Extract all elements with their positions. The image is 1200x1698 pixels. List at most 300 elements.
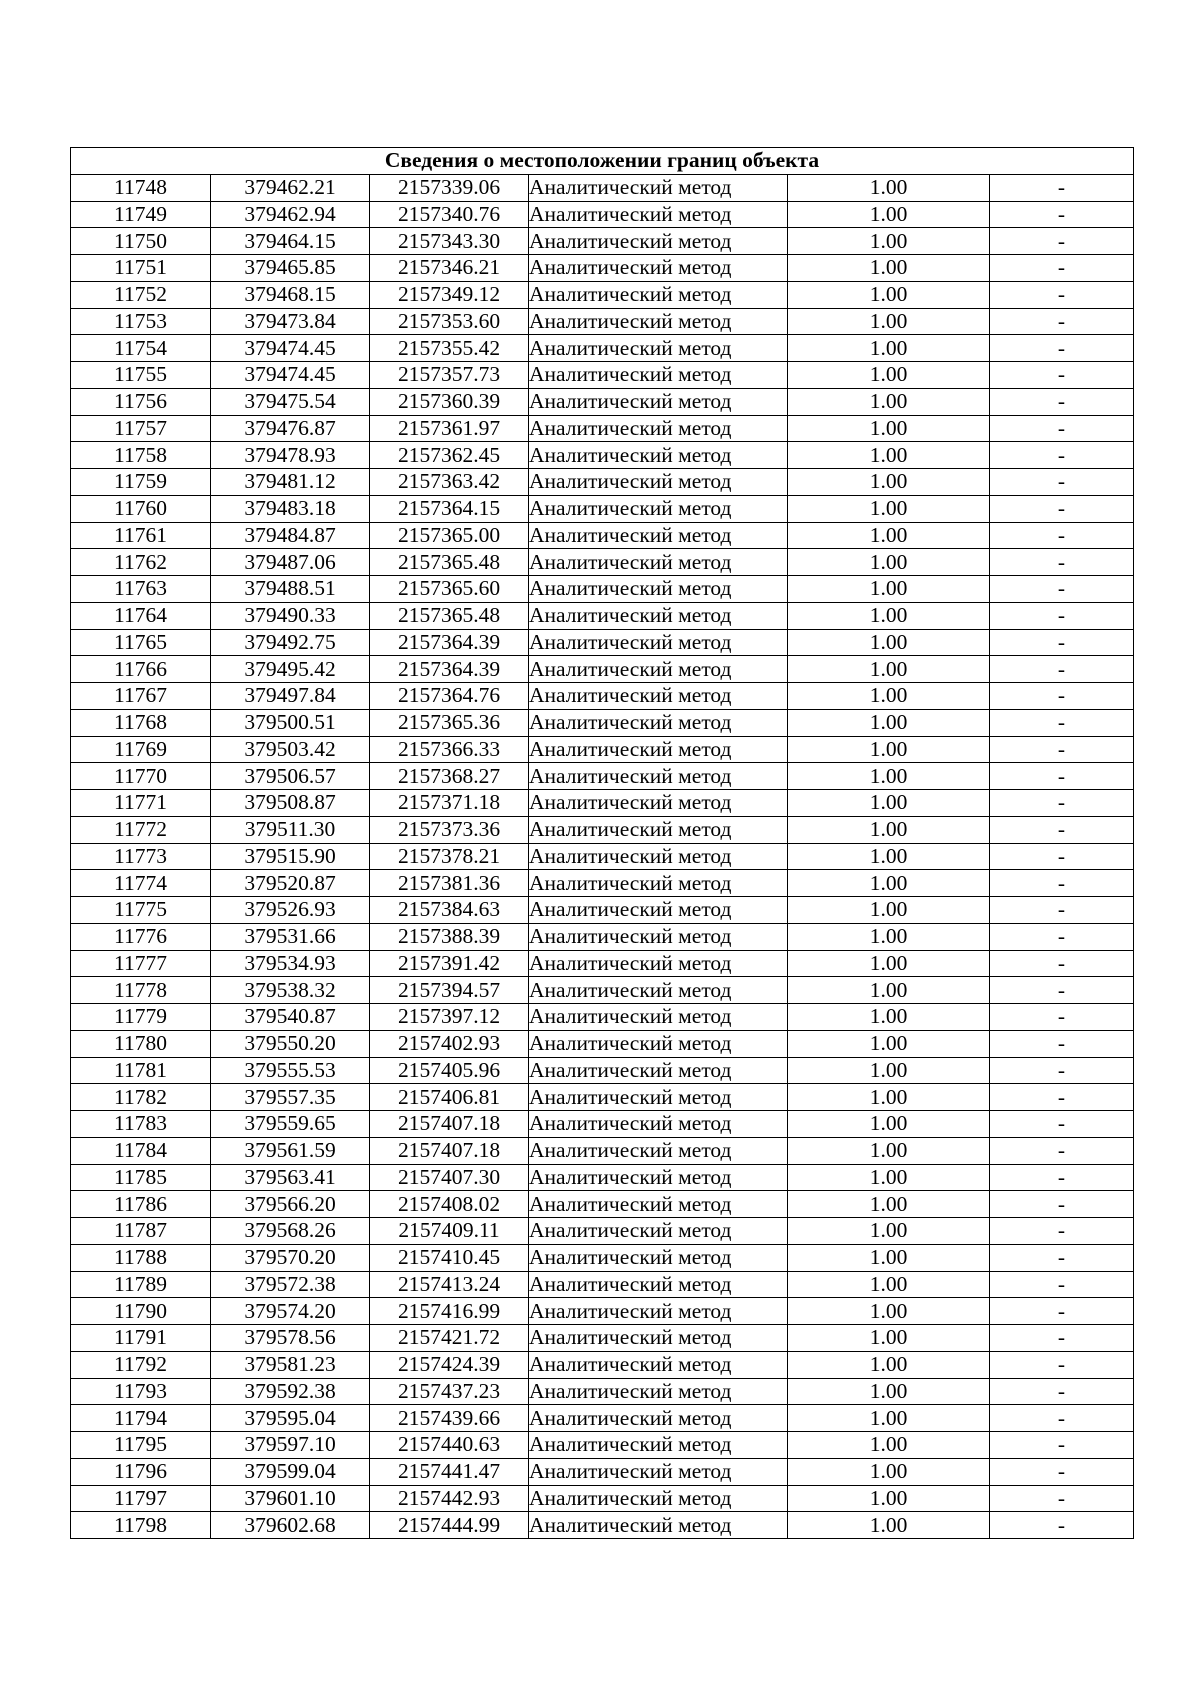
accuracy-cell: 1.00 [788,1458,990,1485]
coordinate-y-cell: 2157365.00 [370,522,529,549]
table-row [71,870,1134,897]
point-number-cell: 11783 [71,1111,211,1138]
accuracy-cell: 1.00 [788,495,990,522]
description-cell: - [990,683,1134,710]
coordinate-y-cell: 2157416.99 [370,1298,529,1325]
coordinate-x-cell: 379578.56 [211,1325,370,1352]
accuracy-cell: 1.00 [788,950,990,977]
description-cell: - [990,255,1134,282]
description-cell: - [990,843,1134,870]
method-cell: Аналитический метод [529,228,788,255]
table-row [71,549,1134,576]
coordinate-x-cell: 379474.45 [211,362,370,389]
table-row [71,897,1134,924]
point-number-cell: 11787 [71,1218,211,1245]
coordinate-y-cell: 2157365.36 [370,709,529,736]
method-cell: Аналитический метод [529,923,788,950]
method-cell: Аналитический метод [529,870,788,897]
coordinate-y-cell: 2157365.48 [370,549,529,576]
coordinate-x-cell: 379574.20 [211,1298,370,1325]
method-cell: Аналитический метод [529,469,788,496]
method-cell: Аналитический метод [529,1458,788,1485]
method-cell: Аналитический метод [529,1084,788,1111]
method-cell: Аналитический метод [529,790,788,817]
table-row [71,1351,1134,1378]
coordinate-y-cell: 2157364.39 [370,629,529,656]
table-row [71,843,1134,870]
coordinate-x-cell: 379508.87 [211,790,370,817]
point-number-cell: 11759 [71,469,211,496]
method-cell: Аналитический метод [529,629,788,656]
coordinate-y-cell: 2157364.15 [370,495,529,522]
table-row [71,281,1134,308]
coordinate-x-cell: 379568.26 [211,1218,370,1245]
point-number-cell: 11791 [71,1325,211,1352]
coordinate-x-cell: 379495.42 [211,656,370,683]
table-row [71,602,1134,629]
table-row [71,1512,1134,1539]
accuracy-cell: 1.00 [788,442,990,469]
coordinate-y-cell: 2157381.36 [370,870,529,897]
accuracy-cell: 1.00 [788,1164,990,1191]
description-cell: - [990,1351,1134,1378]
table-row [71,1218,1134,1245]
table-row [71,977,1134,1004]
coordinate-y-cell: 2157363.42 [370,469,529,496]
accuracy-cell: 1.00 [788,736,990,763]
accuracy-cell: 1.00 [788,870,990,897]
description-cell: - [990,442,1134,469]
accuracy-cell: 1.00 [788,1137,990,1164]
description-cell: - [990,549,1134,576]
point-number-cell: 11753 [71,308,211,335]
point-number-cell: 11797 [71,1485,211,1512]
description-cell: - [990,816,1134,843]
method-cell: Аналитический метод [529,1485,788,1512]
method-cell: Аналитический метод [529,335,788,362]
table-row [71,469,1134,496]
description-cell: - [990,1084,1134,1111]
accuracy-cell: 1.00 [788,281,990,308]
coordinate-y-cell: 2157441.47 [370,1458,529,1485]
coordinate-y-cell: 2157444.99 [370,1512,529,1539]
description-cell: - [990,495,1134,522]
accuracy-cell: 1.00 [788,1271,990,1298]
point-number-cell: 11789 [71,1271,211,1298]
coordinate-y-cell: 2157424.39 [370,1351,529,1378]
coordinate-x-cell: 379531.66 [211,923,370,950]
coordinate-y-cell: 2157355.42 [370,335,529,362]
table-row [71,1458,1134,1485]
coordinate-x-cell: 379503.42 [211,736,370,763]
table-row [71,1432,1134,1459]
point-number-cell: 11786 [71,1191,211,1218]
coordinate-y-cell: 2157384.63 [370,897,529,924]
description-cell: - [990,923,1134,950]
accuracy-cell: 1.00 [788,977,990,1004]
coordinate-x-cell: 379566.20 [211,1191,370,1218]
description-cell: - [990,1298,1134,1325]
coordinate-y-cell: 2157437.23 [370,1378,529,1405]
accuracy-cell: 1.00 [788,255,990,282]
accuracy-cell: 1.00 [788,656,990,683]
description-cell: - [990,736,1134,763]
method-cell: Аналитический метод [529,1004,788,1031]
method-cell: Аналитический метод [529,1298,788,1325]
table-row [71,683,1134,710]
table-row [71,362,1134,389]
accuracy-cell: 1.00 [788,1244,990,1271]
coordinate-x-cell: 379475.54 [211,388,370,415]
point-number-cell: 11769 [71,736,211,763]
accuracy-cell: 1.00 [788,1057,990,1084]
table-row [71,709,1134,736]
accuracy-cell: 1.00 [788,1191,990,1218]
table-row [71,1298,1134,1325]
coordinate-x-cell: 379473.84 [211,308,370,335]
description-cell: - [990,1405,1134,1432]
description-cell: - [990,1378,1134,1405]
description-cell: - [990,308,1134,335]
point-number-cell: 11755 [71,362,211,389]
coordinate-y-cell: 2157349.12 [370,281,529,308]
accuracy-cell: 1.00 [788,683,990,710]
accuracy-cell: 1.00 [788,1004,990,1031]
table-row [71,1057,1134,1084]
accuracy-cell: 1.00 [788,549,990,576]
coordinate-y-cell: 2157413.24 [370,1271,529,1298]
coordinate-y-cell: 2157442.93 [370,1485,529,1512]
table-row [71,816,1134,843]
description-cell: - [990,1057,1134,1084]
coordinate-x-cell: 379465.85 [211,255,370,282]
point-number-cell: 11758 [71,442,211,469]
table-body [71,174,1134,1538]
description-cell: - [990,388,1134,415]
accuracy-cell: 1.00 [788,897,990,924]
accuracy-cell: 1.00 [788,1084,990,1111]
method-cell: Аналитический метод [529,1137,788,1164]
accuracy-cell: 1.00 [788,308,990,335]
method-cell: Аналитический метод [529,495,788,522]
coordinate-y-cell: 2157407.30 [370,1164,529,1191]
point-number-cell: 11750 [71,228,211,255]
point-number-cell: 11794 [71,1405,211,1432]
method-cell: Аналитический метод [529,415,788,442]
accuracy-cell: 1.00 [788,362,990,389]
coordinate-x-cell: 379483.18 [211,495,370,522]
accuracy-cell: 1.00 [788,923,990,950]
coordinate-x-cell: 379464.15 [211,228,370,255]
coordinate-y-cell: 2157407.18 [370,1137,529,1164]
point-number-cell: 11762 [71,549,211,576]
description-cell: - [990,629,1134,656]
accuracy-cell: 1.00 [788,576,990,603]
accuracy-cell: 1.00 [788,709,990,736]
method-cell: Аналитический метод [529,549,788,576]
coordinate-x-cell: 379506.57 [211,763,370,790]
coordinate-x-cell: 379563.41 [211,1164,370,1191]
point-number-cell: 11754 [71,335,211,362]
description-cell: - [990,709,1134,736]
method-cell: Аналитический метод [529,816,788,843]
table-row [71,736,1134,763]
table-row [71,388,1134,415]
coordinate-x-cell: 379592.38 [211,1378,370,1405]
table-title: Сведения о местоположении границ объекта [71,148,1134,175]
coordinate-x-cell: 379462.21 [211,174,370,201]
point-number-cell: 11770 [71,763,211,790]
description-cell: - [990,1432,1134,1459]
description-cell: - [990,602,1134,629]
point-number-cell: 11792 [71,1351,211,1378]
table-row [71,656,1134,683]
point-number-cell: 11785 [71,1164,211,1191]
coordinate-x-cell: 379540.87 [211,1004,370,1031]
accuracy-cell: 1.00 [788,629,990,656]
point-number-cell: 11775 [71,897,211,924]
point-number-cell: 11796 [71,1458,211,1485]
method-cell: Аналитический метод [529,1244,788,1271]
accuracy-cell: 1.00 [788,1298,990,1325]
accuracy-cell: 1.00 [788,415,990,442]
method-cell: Аналитический метод [529,1057,788,1084]
method-cell: Аналитический метод [529,736,788,763]
boundary-coordinates-table [70,147,1134,1539]
accuracy-cell: 1.00 [788,1218,990,1245]
description-cell: - [990,656,1134,683]
point-number-cell: 11782 [71,1084,211,1111]
description-cell: - [990,174,1134,201]
accuracy-cell: 1.00 [788,1432,990,1459]
table-row [71,1004,1134,1031]
method-cell: Аналитический метод [529,1405,788,1432]
description-cell: - [990,281,1134,308]
coordinate-x-cell: 379462.94 [211,201,370,228]
coordinate-x-cell: 379572.38 [211,1271,370,1298]
point-number-cell: 11751 [71,255,211,282]
description-cell: - [990,1137,1134,1164]
method-cell: Аналитический метод [529,977,788,1004]
coordinate-y-cell: 2157346.21 [370,255,529,282]
coordinate-x-cell: 379490.33 [211,602,370,629]
coordinate-y-cell: 2157421.72 [370,1325,529,1352]
table-row [71,1271,1134,1298]
description-cell: - [990,1191,1134,1218]
method-cell: Аналитический метод [529,1271,788,1298]
description-cell: - [990,897,1134,924]
accuracy-cell: 1.00 [788,843,990,870]
method-cell: Аналитический метод [529,174,788,201]
method-cell: Аналитический метод [529,576,788,603]
coordinate-y-cell: 2157373.36 [370,816,529,843]
accuracy-cell: 1.00 [788,1030,990,1057]
method-cell: Аналитический метод [529,388,788,415]
description-cell: - [990,790,1134,817]
coordinate-x-cell: 379492.75 [211,629,370,656]
coordinate-y-cell: 2157391.42 [370,950,529,977]
table-row [71,228,1134,255]
description-cell: - [990,1244,1134,1271]
coordinate-y-cell: 2157410.45 [370,1244,529,1271]
coordinate-x-cell: 379581.23 [211,1351,370,1378]
coordinate-y-cell: 2157406.81 [370,1084,529,1111]
table-row [71,1325,1134,1352]
accuracy-cell: 1.00 [788,1485,990,1512]
coordinate-y-cell: 2157364.39 [370,656,529,683]
coordinate-y-cell: 2157357.73 [370,362,529,389]
coordinate-y-cell: 2157408.02 [370,1191,529,1218]
coordinate-y-cell: 2157405.96 [370,1057,529,1084]
description-cell: - [990,576,1134,603]
point-number-cell: 11774 [71,870,211,897]
method-cell: Аналитический метод [529,843,788,870]
point-number-cell: 11779 [71,1004,211,1031]
description-cell: - [990,763,1134,790]
coordinate-y-cell: 2157353.60 [370,308,529,335]
method-cell: Аналитический метод [529,683,788,710]
point-number-cell: 11772 [71,816,211,843]
point-number-cell: 11778 [71,977,211,1004]
method-cell: Аналитический метод [529,1218,788,1245]
coordinate-x-cell: 379602.68 [211,1512,370,1539]
method-cell: Аналитический метод [529,1030,788,1057]
point-number-cell: 11764 [71,602,211,629]
table-row [71,174,1134,201]
method-cell: Аналитический метод [529,1432,788,1459]
table-row [71,201,1134,228]
coordinate-y-cell: 2157365.48 [370,602,529,629]
description-cell: - [990,362,1134,389]
table-row [71,495,1134,522]
point-number-cell: 11767 [71,683,211,710]
description-cell: - [990,1485,1134,1512]
description-cell: - [990,1271,1134,1298]
accuracy-cell: 1.00 [788,201,990,228]
method-cell: Аналитический метод [529,1351,788,1378]
point-number-cell: 11761 [71,522,211,549]
point-number-cell: 11776 [71,923,211,950]
coordinate-x-cell: 379511.30 [211,816,370,843]
description-cell: - [990,201,1134,228]
description-cell: - [990,1004,1134,1031]
coordinate-x-cell: 379534.93 [211,950,370,977]
point-number-cell: 11793 [71,1378,211,1405]
coordinate-y-cell: 2157368.27 [370,763,529,790]
table-row [71,1111,1134,1138]
coordinate-y-cell: 2157440.63 [370,1432,529,1459]
coordinate-x-cell: 379476.87 [211,415,370,442]
coordinate-y-cell: 2157364.76 [370,683,529,710]
coordinate-x-cell: 379520.87 [211,870,370,897]
coordinate-x-cell: 379481.12 [211,469,370,496]
description-cell: - [990,522,1134,549]
coordinate-x-cell: 379478.93 [211,442,370,469]
description-cell: - [990,1218,1134,1245]
point-number-cell: 11798 [71,1512,211,1539]
table-row [71,1378,1134,1405]
coordinate-y-cell: 2157388.39 [370,923,529,950]
table-row [71,950,1134,977]
point-number-cell: 11780 [71,1030,211,1057]
point-number-cell: 11763 [71,576,211,603]
point-number-cell: 11790 [71,1298,211,1325]
coordinate-x-cell: 379484.87 [211,522,370,549]
coordinate-y-cell: 2157394.57 [370,977,529,1004]
method-cell: Аналитический метод [529,255,788,282]
method-cell: Аналитический метод [529,1111,788,1138]
accuracy-cell: 1.00 [788,388,990,415]
coordinate-x-cell: 379595.04 [211,1405,370,1432]
description-cell: - [990,1111,1134,1138]
method-cell: Аналитический метод [529,602,788,629]
coordinate-x-cell: 379538.32 [211,977,370,1004]
point-number-cell: 11784 [71,1137,211,1164]
method-cell: Аналитический метод [529,201,788,228]
description-cell: - [990,228,1134,255]
point-number-cell: 11765 [71,629,211,656]
coordinate-x-cell: 379474.45 [211,335,370,362]
coordinate-y-cell: 2157407.18 [370,1111,529,1138]
point-number-cell: 11752 [71,281,211,308]
description-cell: - [990,1325,1134,1352]
accuracy-cell: 1.00 [788,469,990,496]
method-cell: Аналитический метод [529,522,788,549]
coordinate-x-cell: 379515.90 [211,843,370,870]
method-cell: Аналитический метод [529,897,788,924]
table-row [71,923,1134,950]
accuracy-cell: 1.00 [788,335,990,362]
point-number-cell: 11795 [71,1432,211,1459]
method-cell: Аналитический метод [529,1325,788,1352]
point-number-cell: 11771 [71,790,211,817]
point-number-cell: 11748 [71,174,211,201]
coordinate-x-cell: 379488.51 [211,576,370,603]
table-row [71,576,1134,603]
method-cell: Аналитический метод [529,362,788,389]
description-cell: - [990,1458,1134,1485]
point-number-cell: 11760 [71,495,211,522]
method-cell: Аналитический метод [529,1191,788,1218]
coordinate-y-cell: 2157409.11 [370,1218,529,1245]
table-row [71,522,1134,549]
coordinate-x-cell: 379601.10 [211,1485,370,1512]
description-cell: - [990,335,1134,362]
point-number-cell: 11757 [71,415,211,442]
coordinate-x-cell: 379599.04 [211,1458,370,1485]
description-cell: - [990,950,1134,977]
method-cell: Аналитический метод [529,442,788,469]
point-number-cell: 11777 [71,950,211,977]
coordinate-x-cell: 379550.20 [211,1030,370,1057]
coordinate-x-cell: 379559.65 [211,1111,370,1138]
coordinate-y-cell: 2157360.39 [370,388,529,415]
accuracy-cell: 1.00 [788,174,990,201]
coordinate-x-cell: 379555.53 [211,1057,370,1084]
accuracy-cell: 1.00 [788,1325,990,1352]
accuracy-cell: 1.00 [788,1378,990,1405]
point-number-cell: 11756 [71,388,211,415]
method-cell: Аналитический метод [529,308,788,335]
method-cell: Аналитический метод [529,763,788,790]
method-cell: Аналитический метод [529,709,788,736]
accuracy-cell: 1.00 [788,602,990,629]
accuracy-cell: 1.00 [788,1351,990,1378]
table-row [71,1084,1134,1111]
method-cell: Аналитический метод [529,281,788,308]
accuracy-cell: 1.00 [788,1405,990,1432]
point-number-cell: 11788 [71,1244,211,1271]
